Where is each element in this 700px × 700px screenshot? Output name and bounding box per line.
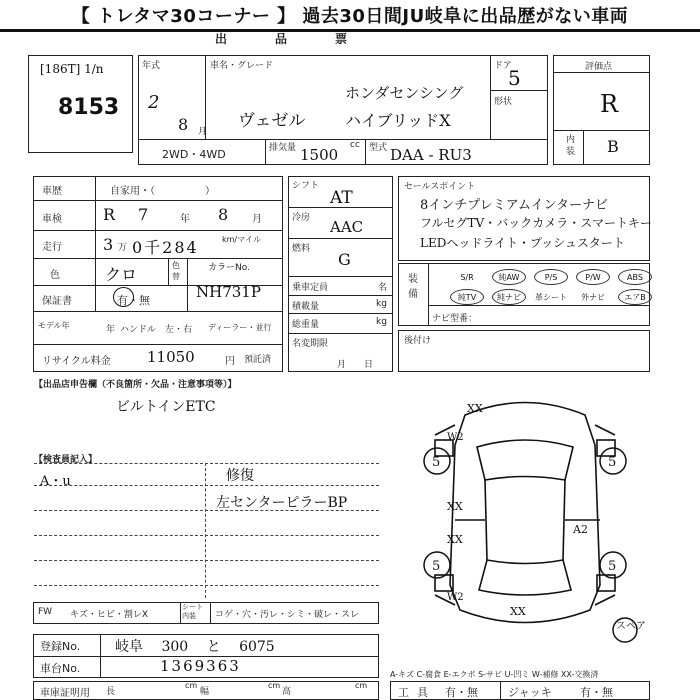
warranty-value: 有・無 — [117, 294, 150, 307]
inspector-right1: 修復 — [226, 468, 254, 484]
fw-label: FW — [38, 607, 53, 617]
inspection-year: 7 — [138, 205, 149, 224]
lot-tag: [186T] 1/n — [40, 62, 104, 76]
interior-label: 内装 — [566, 135, 576, 157]
doors-label: ドア — [494, 61, 512, 71]
cert-height-unit: cm — [355, 681, 368, 690]
chassis-label: 車台No. — [40, 662, 81, 675]
equipment-chip: 外ナビ — [581, 292, 605, 302]
displacement-unit: cc — [350, 140, 360, 150]
recycle-value: 11050 — [147, 348, 195, 366]
spare-label: スペア — [616, 621, 646, 632]
type-label: 型式 — [369, 143, 388, 153]
car-body-outline — [450, 403, 600, 623]
car-damage-diagram — [395, 385, 655, 645]
doors-value: 5 — [508, 66, 521, 90]
inspection-year-unit: 年 — [180, 214, 190, 225]
certificate-label: 車庫証明用 — [40, 688, 90, 699]
interior-value: B — [607, 137, 619, 156]
jack-value: 有・無 — [580, 686, 613, 699]
model-label: 車名・グレード — [210, 61, 274, 71]
history-value: 自家用・（ ） — [110, 186, 215, 197]
jack-label: ジャッキ — [508, 686, 552, 699]
equipment-chip: 純TV — [450, 289, 484, 305]
sales-line-2: フルセグTV・バックカメラ・スマートキー — [420, 216, 652, 230]
tire-mark-fl: 5 — [432, 455, 441, 470]
mark-a2: A2 — [573, 523, 588, 536]
stains-text: コゲ・穴・汚レ・シミ・破レ・スレ — [215, 610, 360, 620]
mileage-label: 走行 — [42, 242, 62, 253]
model-change-label: モデル年 — [38, 321, 70, 330]
color-code-label: カラーNo. — [208, 263, 250, 273]
score-label: 評価点 — [585, 62, 613, 72]
tire-mark-rr: 5 — [608, 559, 617, 574]
history-label: 車歴 — [42, 186, 62, 197]
mark-w2-rear: W2 — [447, 592, 464, 603]
sales-line-3: LEDヘッドライト・プッシュスタート — [420, 236, 625, 250]
equipment-chip: S/R — [460, 272, 474, 282]
weight-label: 総重量 — [292, 320, 320, 330]
equipment-chip: ABS — [618, 269, 652, 285]
cert-width: 幅 — [200, 687, 210, 697]
mileage-unit: km/マイル — [222, 235, 261, 244]
seat-label: シート内装 — [182, 603, 203, 620]
aircon-label: 冷房 — [292, 213, 311, 223]
fuel-value: G — [338, 250, 351, 269]
after-attach-label: 後付け — [404, 336, 432, 346]
sales-points-label: セールスポイント — [404, 182, 476, 192]
drive-text: 2WD・4WD — [162, 148, 226, 161]
rear-window — [479, 560, 571, 595]
model-grade1: ホンダセンシング — [345, 84, 464, 102]
equipment-chip: エアB — [618, 289, 652, 305]
mileage-man-unit: 万 — [118, 243, 128, 253]
color-label: 色 — [50, 270, 60, 281]
score-value: R — [600, 90, 619, 118]
model-grade2: ハイブリッドX — [345, 111, 451, 130]
inspection-month-unit: 月 — [252, 214, 262, 225]
navi-model-label: ナビ型番： — [432, 314, 478, 324]
mark-xx-1: XX — [447, 500, 463, 513]
equipment-chip: 純ナビ — [492, 289, 526, 305]
aircon-value: AAC — [330, 218, 364, 236]
recycle-unit: 円 — [225, 356, 235, 367]
load-label: 積載量 — [292, 302, 320, 312]
mark-w2-front: W2 — [447, 432, 464, 443]
mileage-rest: 0千284 — [132, 238, 199, 257]
tools-value: 有・無 — [445, 686, 478, 699]
type-value: DAA - RU3 — [390, 146, 472, 164]
shift-label: シフト — [292, 181, 320, 191]
capacity-label: 乗車定員 — [292, 283, 329, 293]
chassis-value: 1369363 — [160, 657, 241, 675]
recycle-label: リサイクル料金 — [42, 356, 111, 367]
year-month-unit: 月 — [198, 127, 208, 137]
warranty-circle — [113, 287, 134, 307]
lot-number: 8153 — [58, 95, 120, 120]
equipment-chip: 純AW — [492, 269, 526, 285]
model-name: ヴェゼル — [238, 111, 306, 131]
model-change-year: 年 — [106, 325, 116, 335]
tire-mark-rl: 5 — [432, 559, 441, 574]
registration-label: 登録No. — [40, 640, 81, 653]
sheet-title-fragment: 出 品 票 — [215, 32, 366, 46]
year-era: 2 — [148, 92, 160, 113]
inspector-label: 【検査員記入】 — [34, 455, 98, 465]
displacement-label: 排気量 — [269, 143, 297, 153]
history-box — [33, 176, 283, 372]
handle-text: ハンドル 左・右 — [120, 325, 193, 335]
color-code: NH731P — [196, 283, 261, 301]
fw-text: キズ・ヒビ・割レX — [70, 610, 148, 620]
windshield — [477, 440, 573, 480]
fuel-label: 燃料 — [292, 244, 311, 254]
capacity-unit: 名 — [378, 283, 388, 293]
warranty-label: 保証書 — [42, 296, 72, 307]
name-change-label: 名変期限 — [292, 339, 329, 349]
inspection-month: 8 — [218, 205, 229, 224]
registration-value: 岐阜 300 と 6075 — [115, 639, 275, 655]
seller-notes-value: ビルトインETC — [116, 399, 216, 415]
tire-mark-fr: 5 — [608, 455, 617, 470]
recycle-status: 預託済 — [244, 355, 272, 365]
displacement-value: 1500 — [300, 146, 339, 164]
shape-label: 形状 — [494, 97, 513, 107]
inspection-era: R — [103, 205, 116, 224]
equipment-chip: P/S — [534, 269, 568, 285]
damage-legend: A-キズ C-腐食 E-エクボ S-サビ U-凹ミ W-補修 XX-交換済 — [390, 670, 599, 679]
name-change-unit: 月 日 — [337, 360, 374, 370]
tools-label: 工具 — [398, 686, 436, 699]
seller-notes-label: 【出品店申告欄（不良箇所・欠品・注意事項等）】 — [34, 380, 237, 390]
inspector-left: A・u — [40, 474, 71, 489]
cert-height: 高 — [282, 687, 292, 697]
mark-xx-4: XX — [467, 402, 483, 415]
banner-title: 【 トレタマ30コーナー 】 過去30日間JU岐阜に出品歴がない車両 — [0, 0, 700, 32]
cert-width-unit: cm — [268, 681, 281, 690]
color-change-label: 色替 — [172, 261, 180, 281]
dealer-text: ディーラー・並行 — [208, 323, 272, 332]
inspection-label: 車検 — [42, 214, 62, 225]
inspector-right2: 左センターピラーBP — [216, 495, 348, 511]
equipment-label: 装備 — [408, 274, 418, 300]
after-attach-box — [398, 330, 650, 372]
mark-xx-3: XX — [510, 605, 526, 618]
shift-value: AT — [330, 188, 353, 208]
equipment-chip: 革シート — [535, 292, 567, 302]
equipment-chip: P/W — [576, 269, 610, 285]
year-month: 8 — [178, 115, 189, 134]
color-value: クロ — [105, 265, 138, 284]
cert-length: 長 — [106, 687, 116, 697]
year-label: 年式 — [142, 61, 161, 71]
load-unit: kg — [376, 299, 387, 309]
mark-xx-2: XX — [447, 533, 463, 546]
sales-line-1: 8インチプレミアムインターナビ — [420, 198, 609, 213]
weight-unit: kg — [376, 317, 387, 327]
mileage-man: 3 — [103, 235, 114, 254]
cert-length-unit: cm — [185, 681, 198, 690]
